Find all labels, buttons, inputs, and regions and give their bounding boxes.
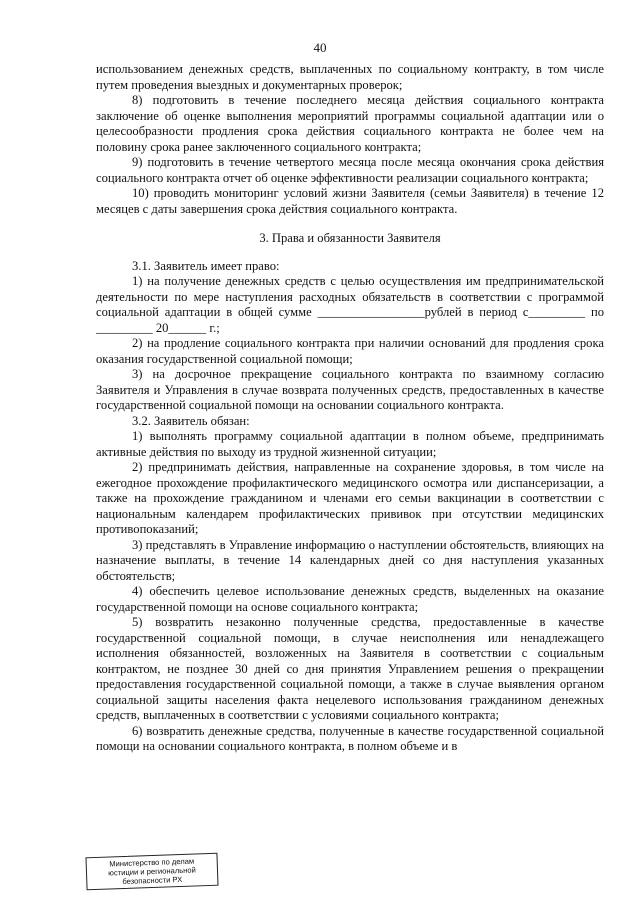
paragraph: 5) возвратить незаконно полученные средства, предоставленные в качестве государственной социальной помощи, в случае неисполнения или ненадлежащего исполнения обязанностей, возложенных на Заявителя в соответствии с социальным контрактом, не позднее 30 дней со дня принятия Управлением решения о прекращении предоставления государственной социальной помощи, а также в случае выявления органом социальной защиты населения факта нецелевого использования гражданином денежных средств, выплаченных в соответствии с условиями социального контракта; bbox=[96, 615, 604, 722]
stamp-line: юстиции и региональной bbox=[108, 865, 196, 878]
paragraph: 10) проводить мониторинг условий жизни Заявителя (семьи Заявителя) в течение 12 месяцев с даты завершения срока действия социального контракта. bbox=[96, 186, 604, 216]
page-number: 40 bbox=[313, 40, 327, 55]
paragraph: 9) подготовить в течение четвертого месяца после месяца окончания срока действия социального контракта отчет об оценке эффективности реализации социального контракта; bbox=[96, 155, 604, 185]
paragraph: 3) представлять в Управление информацию о наступлении обстоятельств, влияющих на назначение выплаты, в течение 14 календарных дней со дня наступления указанных обстоятельств; bbox=[96, 537, 604, 583]
paragraph: 2) на продление социального контракта при наличии оснований для продления срока оказания государственной социальной помощи; bbox=[96, 336, 604, 366]
document-body bbox=[96, 62, 604, 755]
paragraph: 3) на досрочное прекращение социального контракта по взаимному согласию Заявителя и Управления в случае возврата полученных средств, предоставленных в качестве государственной социальной помощи на основании социального контракта. bbox=[96, 367, 604, 412]
ministry-stamp bbox=[85, 853, 218, 891]
paragraph: 3.1. Заявитель имеет право: bbox=[132, 258, 280, 273]
paragraph: 1) выполнять программу социальной адаптации в полном объеме, предпринимать активные действия по выходу из трудной жизненной ситуации; bbox=[96, 429, 604, 459]
stamp-line: Министерство по делам bbox=[109, 856, 195, 869]
paragraph: 8) подготовить в течение последнего месяца действия социального контракта заключение об оценке выполнения мероприятий программы социальной адаптации или о целесообразности продления срока действия социального контракта не более чем на половину срока ранее заключенного социального контракта; bbox=[96, 93, 604, 154]
section-heading: 3. Права и обязанности Заявителя bbox=[259, 231, 441, 245]
paragraph: 1) на получение денежных средств с целью осуществления им предпринимательской деятельности по мере наступления расходных обязательств в соответствии с программой социальной адаптации в общей сумме _________________рублей в период с_________ по _________ 20______ г.; bbox=[96, 274, 604, 335]
paragraph: 3.2. Заявитель обязан: bbox=[132, 413, 250, 428]
paragraph: 6) возвратить денежные средства, полученные в качестве государственной социальной помощи на основании социального контракта, в полном объеме и в bbox=[96, 723, 604, 753]
paragraph: 4) обеспечить целевое использование денежных средств, выделенных на оказание государственной помощи на основе социального контракта; bbox=[96, 584, 604, 614]
stamp-line: безопасности РХ bbox=[122, 874, 183, 887]
paragraph: 2) предпринимать действия, направленные на сохранение здоровья, в том числе на ежегодное прохождение профилактического медицинского осмотра или диспансеризации, а также на прохождение гражданином и членами его семьи вакцинации в соответствии с национальным календарем профилактических прививок при отсутствии медицинских противопоказаний; bbox=[96, 460, 604, 536]
paragraph: использованием денежных средств, выплаченных по социальному контракту, в том числе путем проведения выездных и документарных проверок; bbox=[96, 62, 604, 92]
